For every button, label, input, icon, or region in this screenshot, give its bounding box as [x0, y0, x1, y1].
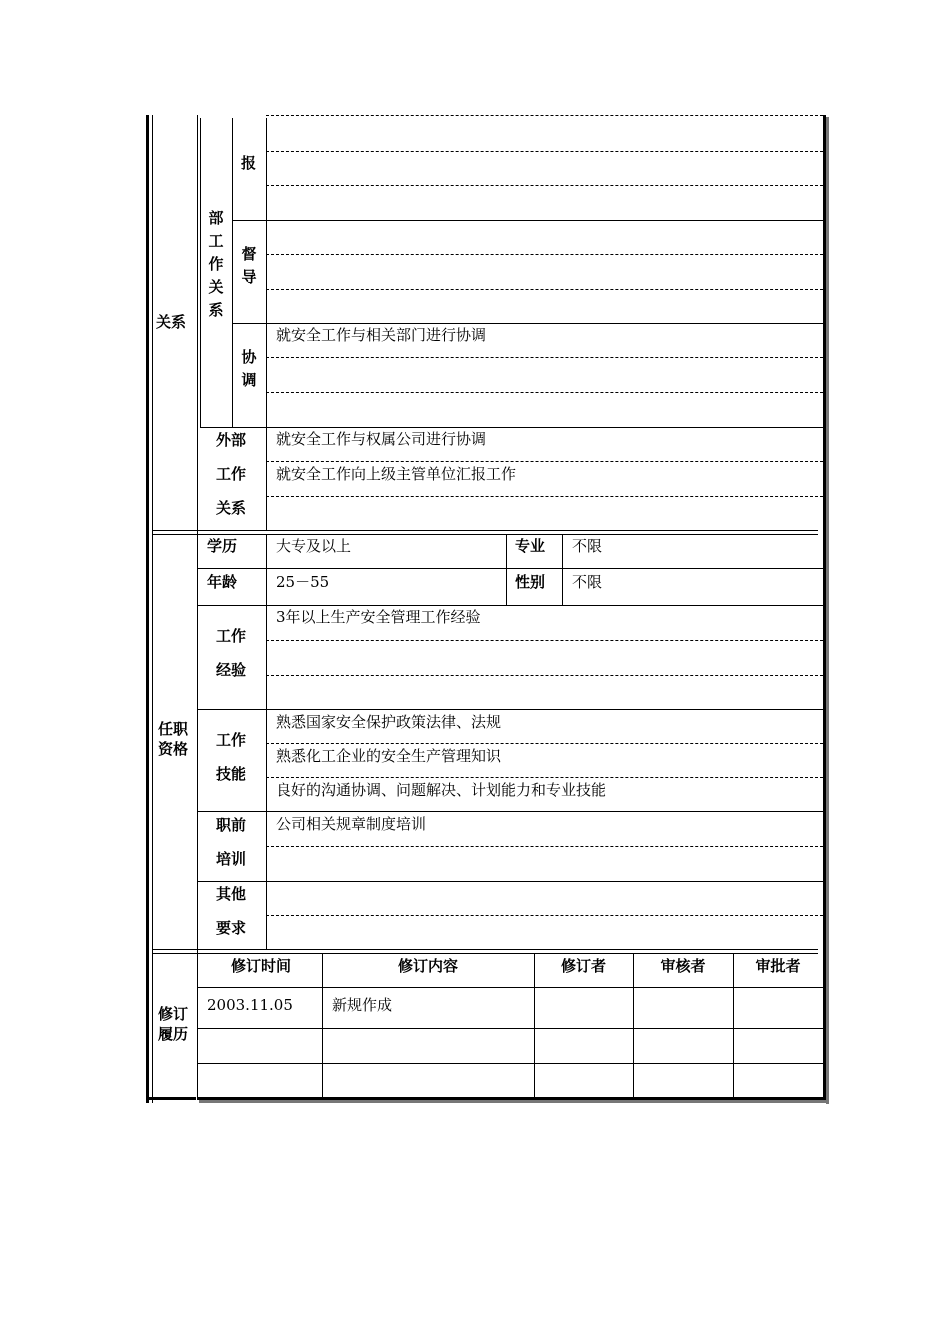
major-label: 专业	[515, 537, 546, 555]
section-divider-1b	[152, 534, 818, 535]
gender-value: 不限	[572, 573, 603, 591]
report-line-2	[266, 185, 823, 186]
skills-bottom	[197, 811, 823, 812]
revision-header-approver: 审批者	[755, 957, 801, 975]
education-row-bottom	[197, 568, 823, 569]
major-value: 不限	[572, 537, 603, 555]
revision-row-1-date: 2003.11.05	[207, 996, 293, 1014]
form-left-inner-border	[152, 115, 153, 1103]
form-bottom-shadow	[199, 1100, 829, 1103]
section-divider-1a	[152, 530, 818, 531]
experience-label-line1: 工作	[216, 627, 247, 645]
external-label-line1: 外部	[216, 431, 247, 449]
major-label-divider-right	[562, 534, 563, 605]
education-value: 大专及以上	[276, 537, 352, 555]
internal-relations-bottom	[200, 427, 823, 428]
revision-header-reviewer: 审核者	[660, 957, 706, 975]
report-line-1	[266, 151, 823, 152]
revision-section-label: 修订履历	[157, 1005, 188, 1043]
age-label: 年龄	[207, 573, 238, 591]
subtype-divider	[232, 118, 233, 427]
supervise-line-1	[266, 254, 823, 255]
content-column-divider	[266, 118, 267, 530]
report-bottom	[232, 220, 823, 221]
revision-row-1-bottom	[197, 1028, 823, 1029]
qualification-content-divider	[266, 534, 267, 949]
other-label-line2: 要求	[216, 919, 247, 937]
form-right-shadow	[826, 117, 829, 1104]
skill-item-3: 良好的沟通协调、问题解决、计划能力和专业技能	[276, 781, 607, 799]
coordinate-line-1-rule	[266, 357, 823, 358]
coordinate-line-1: 就安全工作与相关部门进行协调	[276, 326, 487, 344]
external-line-2-rule	[266, 496, 823, 497]
supervise-label: 督导	[241, 245, 257, 286]
major-label-divider-left	[506, 534, 507, 605]
form-bottom-left-segment	[146, 1097, 196, 1100]
skills-label-line1: 工作	[216, 731, 247, 749]
experience-rule-2	[266, 675, 823, 676]
training-rule-1	[266, 846, 823, 847]
skill-item-1: 熟悉国家安全保护政策法律、法规	[276, 713, 502, 731]
external-label-line3: 关系	[216, 499, 247, 517]
coordinate-label: 协调	[241, 348, 257, 389]
coordinate-line-2-rule	[266, 392, 823, 393]
experience-bottom	[197, 709, 823, 710]
revision-header-content: 修订内容	[397, 957, 458, 975]
training-label-line1: 职前	[216, 816, 247, 834]
qualifications-section-label: 任职资格	[157, 720, 188, 758]
revision-header-date: 修订时间	[230, 957, 291, 975]
skill-item-2: 熟悉化工企业的安全生产管理知识	[276, 747, 502, 765]
experience-rule-1	[266, 640, 823, 641]
revision-header-bottom	[197, 987, 823, 988]
experience-value: 3年以上生产安全管理工作经验	[276, 608, 481, 626]
revision-row-1-content: 新规作成	[332, 996, 393, 1014]
age-value: 25－55	[276, 573, 330, 591]
training-value: 公司相关规章制度培训	[276, 815, 427, 833]
external-line-1-rule	[266, 461, 823, 462]
supervise-bottom	[232, 323, 823, 324]
education-label: 学历	[207, 537, 238, 555]
revision-header-reviser: 修订者	[560, 957, 606, 975]
external-line-2: 就安全工作向上级主管单位汇报工作	[276, 465, 517, 483]
training-bottom	[197, 881, 823, 882]
internal-relations-label: 部工作关系	[208, 209, 224, 319]
other-rule-1	[266, 915, 823, 916]
experience-label-line2: 经验	[216, 661, 247, 679]
relations-section-label: 关系	[156, 313, 187, 331]
external-line-1: 就安全工作与权属公司进行协调	[276, 430, 487, 448]
skill-rule-2	[266, 777, 823, 778]
gender-label: 性别	[515, 573, 546, 591]
skills-label-line2: 技能	[216, 765, 247, 783]
section-label-column-divider	[197, 115, 198, 1100]
section-divider-2a	[152, 949, 818, 950]
external-label-line2: 工作	[216, 465, 247, 483]
other-label-line1: 其他	[216, 885, 247, 903]
report-label: 报	[241, 154, 257, 172]
skill-rule-1	[266, 743, 823, 744]
revision-row-2-bottom	[197, 1063, 823, 1064]
form-left-border	[146, 115, 149, 1103]
supervise-line-2	[266, 289, 823, 290]
age-row-bottom	[197, 605, 823, 606]
report-line-0	[266, 115, 823, 116]
internal-relations-divider	[200, 118, 201, 427]
section-divider-2b	[152, 953, 818, 954]
training-label-line2: 培训	[216, 850, 247, 868]
